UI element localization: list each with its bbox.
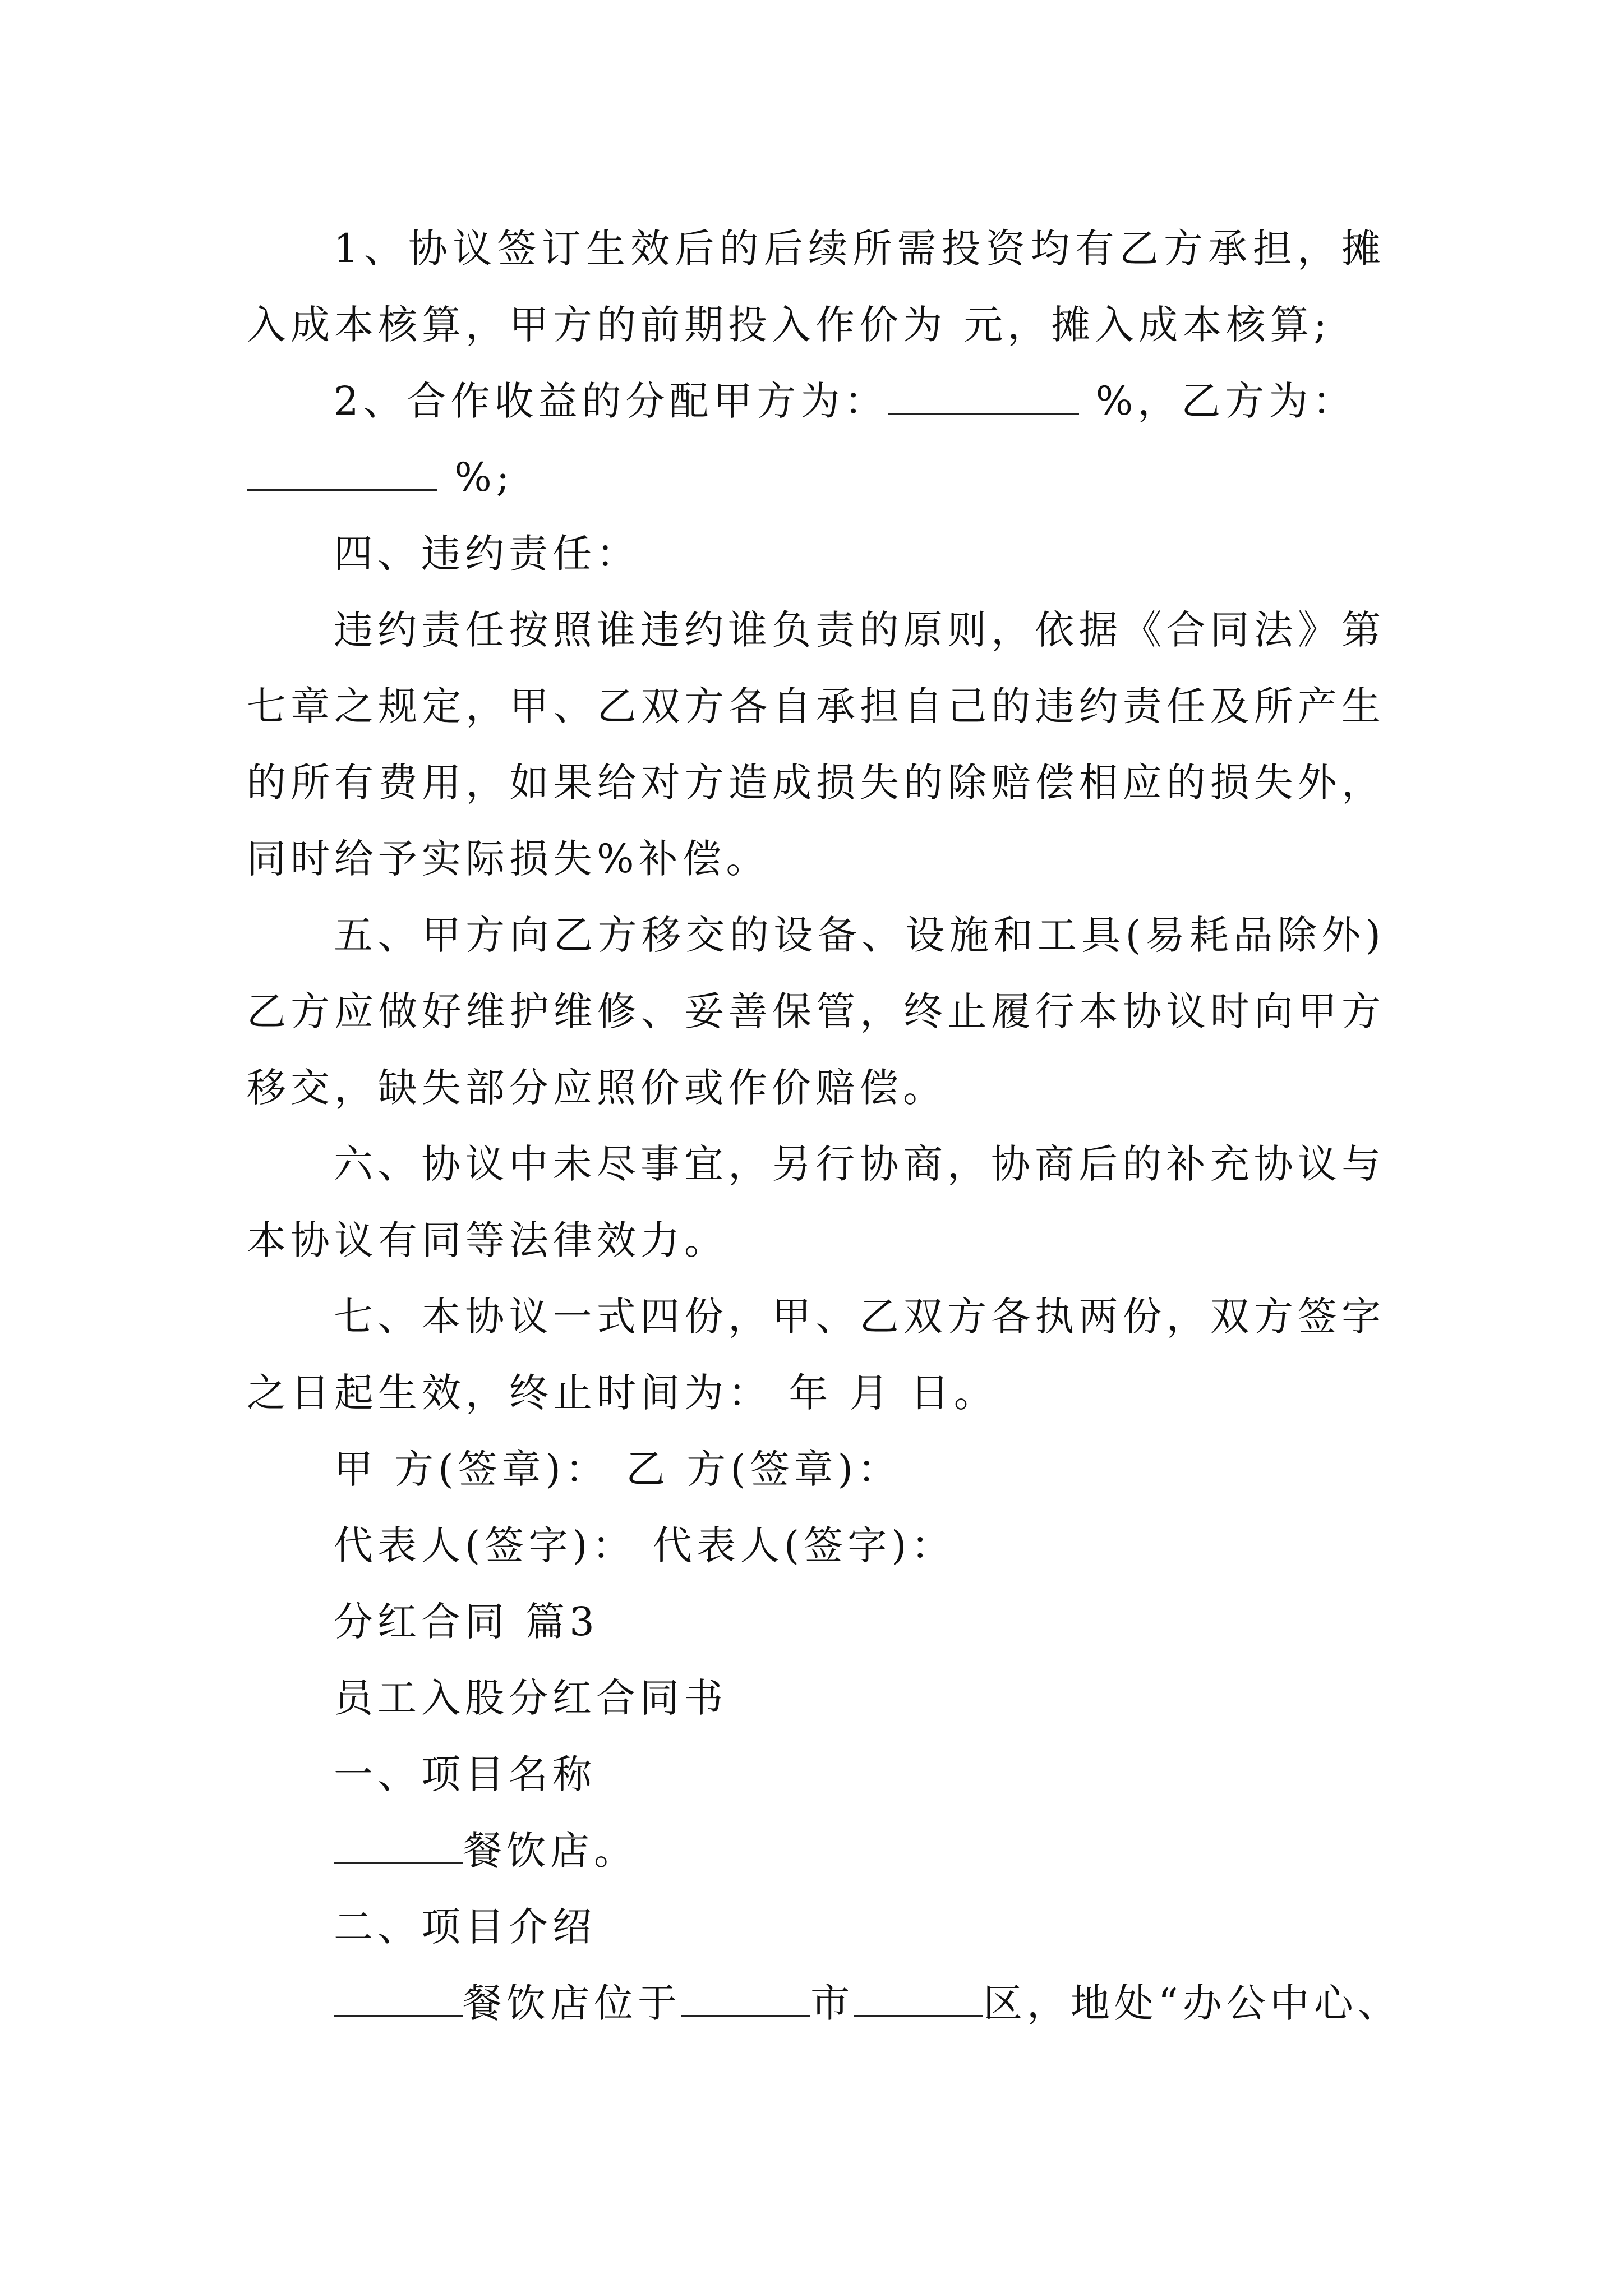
restaurant-name-blank [334, 1827, 463, 1864]
document-page [247, 210, 1401, 2041]
party-b-share-blank [247, 454, 437, 491]
city-blank [681, 1980, 810, 2017]
contract-title: 员工入股分红合同书 [334, 1675, 727, 1721]
clause-2-text-c: %; [437, 454, 514, 500]
section-heading: 分红合同 篇3 [334, 1599, 599, 1645]
item-2-text-c: 区，地处“办公中心、 [983, 1980, 1401, 2026]
item-1-title: 一、项目名称 [334, 1751, 596, 1797]
section-4-line-2: 七章之规定，甲、乙双方各自承担自己的违约责任及所产生 [247, 683, 1385, 729]
clause-1-line-1: 1、协议签订生效后的后续所需投资均有乙方承担，摊 [334, 226, 1385, 272]
section-7-line-1: 七、本协议一式四份，甲、乙双方各执两份，双方签字 [334, 1294, 1385, 1340]
clause-2-text-a: 2、合作收益的分配甲方为： [334, 378, 888, 424]
section-6-line-2: 本协议有同等法律效力。 [247, 1217, 728, 1263]
section-5-line-1: 五、甲方向乙方移交的设备、设施和工具(易耗品除外) [334, 912, 1385, 958]
section-4-line-3: 的所有费用，如果给对方造成损失的除赔偿相应的损失外， [247, 760, 1385, 806]
section-4-line-1: 违约责任按照谁违约谁负责的原则，依据《合同法》第 [334, 607, 1385, 653]
item-2-title: 二、项目介绍 [334, 1904, 596, 1950]
section-4-title: 四、违约责任： [334, 531, 640, 577]
section-4-line-4: 同时给予实际损失%补偿。 [247, 836, 770, 882]
clause-2-text-b: %，乙方为： [1078, 378, 1357, 424]
item-2-text-a: 餐饮店位于 [463, 1980, 681, 2026]
section-5-line-2: 乙方应做好维护维修、妥善保管，终止履行本协议时向甲方 [247, 988, 1385, 1034]
clause-2-line-2 [247, 439, 1385, 516]
party-a-share-blank [888, 378, 1079, 415]
item-2-text-b: 市 [810, 1980, 854, 2026]
district-blank [854, 1980, 983, 2017]
signature-representative-line: 代表人(签字)： 代表人(签字)： [334, 1522, 955, 1568]
item-1-value-text: 餐饮店。 [463, 1828, 638, 1874]
section-6-line-1: 六、协议中未尽事宜，另行协商，协商后的补充协议与 [334, 1141, 1385, 1187]
section-5-line-3: 移交，缺失部分应照价或作价赔偿。 [247, 1065, 947, 1111]
section-7-line-2: 之日起生效，终止时间为： 年 月 日。 [247, 1370, 998, 1416]
item-1-value [247, 1812, 1385, 1889]
item-2-line-1 [247, 1965, 1401, 2041]
restaurant-name-blank-2 [334, 1980, 463, 2017]
clause-1-line-2: 入成本核算，甲方的前期投入作价为 元，摊入成本核算; [247, 302, 1331, 348]
signature-party-line: 甲 方(签章)： 乙 方(签章)： [334, 1446, 901, 1492]
clause-2-line-1 [247, 363, 1385, 439]
